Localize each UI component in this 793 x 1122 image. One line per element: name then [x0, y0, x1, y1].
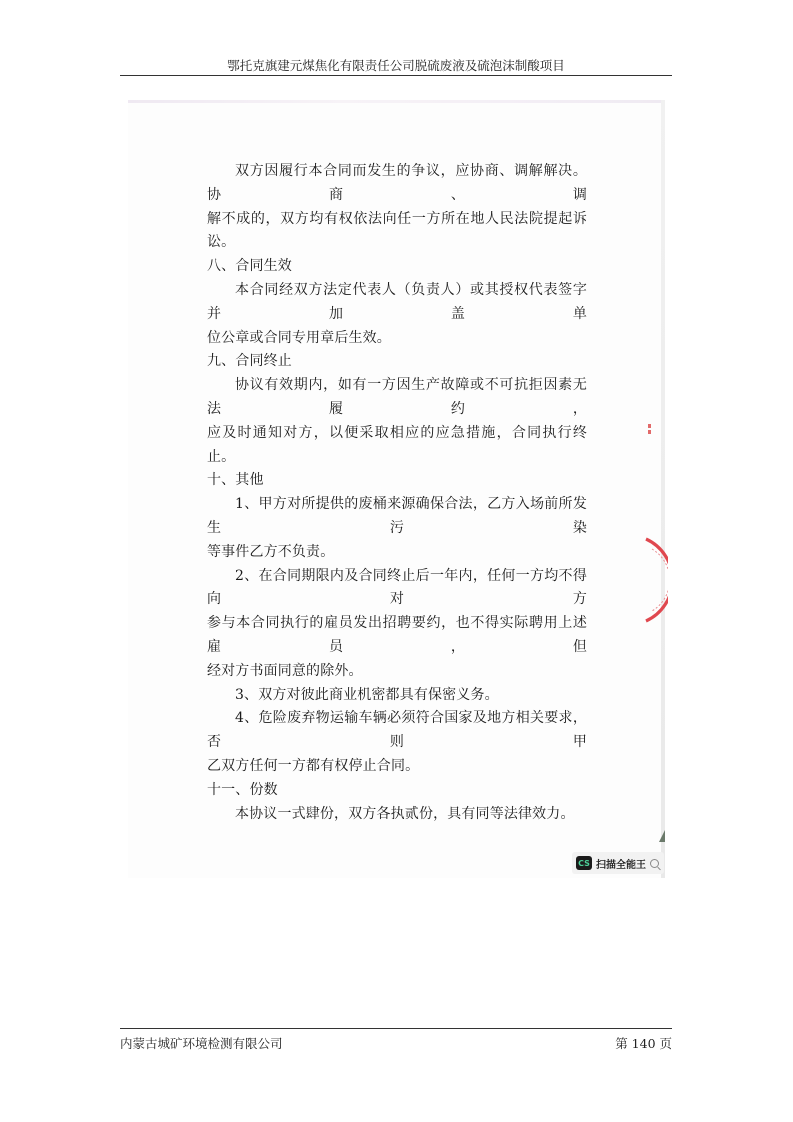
- paragraph-line: 参与本合同执行的雇员发出招聘要约，也不得实际聘用上述雇员，但: [207, 615, 587, 655]
- page-header-title: 鄂托克旗建元煤焦化有限责任公司脱硫废液及硫泡沫制酸项目: [227, 58, 565, 73]
- paragraph-line: 本协议一式肆份，双方各执贰份，具有同等法律效力。: [235, 805, 575, 822]
- footer-company: 内蒙古城矿环境检测有限公司: [120, 1036, 283, 1051]
- paragraph-line: 双方因履行本合同而发生的争议，应协商、调解解决。协商、调: [207, 163, 587, 203]
- section-heading: 十、其他: [207, 472, 264, 489]
- header-divider: [120, 75, 672, 76]
- stamp-fragment: [648, 424, 651, 434]
- paragraph-line: 经对方书面同意的除外。: [207, 662, 363, 679]
- search-icon: [650, 859, 659, 868]
- paragraph-line: 位公章或合同专用章后生效。: [207, 329, 391, 346]
- red-seal-stamp: [640, 535, 668, 625]
- scan-right-edge: [661, 100, 665, 878]
- section-heading: 八、合同生效: [207, 258, 292, 275]
- paragraph-line: 解不成的，双方均有权依法向任一方所在地人民法院提起诉讼。: [207, 210, 587, 251]
- camscanner-logo-icon: CS: [576, 856, 592, 870]
- section-heading: 十一、份数: [207, 781, 278, 798]
- paragraph-line: 乙双方任何一方都有权停止合同。: [207, 757, 420, 774]
- camscanner-watermark: [572, 852, 664, 874]
- scan-top-edge: [128, 100, 665, 103]
- paragraph-line: 2、在合同期限内及合同终止后一年内，任何一方均不得向对方: [207, 567, 587, 608]
- footer-divider: [120, 1028, 672, 1029]
- paragraph-line: 本合同经双方法定代表人（负责人）或其授权代表签字并加盖单: [207, 281, 587, 322]
- contract-body: [207, 160, 587, 826]
- paragraph-line: 4、危险废弃物运输车辆必须符合国家及地方相关要求，否则甲: [207, 710, 587, 751]
- paragraph-line: 应及时通知对方，以便采取相应的应急措施，合同执行终止。: [207, 424, 587, 465]
- paragraph-line: 1、甲方对所提供的废桶来源确保合法，乙方入场前所发生污染: [207, 496, 587, 536]
- paragraph-line: 3、双方对彼此商业机密都具有保密义务。: [235, 686, 499, 703]
- section-heading: 九、合同终止: [207, 353, 292, 370]
- page-number: 第 140 页: [615, 1036, 672, 1051]
- scan-corner-mark: [659, 830, 665, 842]
- paragraph-line: 协议有效期内，如有一方因生产故障或不可抗拒因素无法履约，: [207, 377, 587, 417]
- camscanner-name: 扫描全能王: [596, 859, 646, 871]
- paragraph-line: 等事件乙方不负责。: [207, 543, 335, 560]
